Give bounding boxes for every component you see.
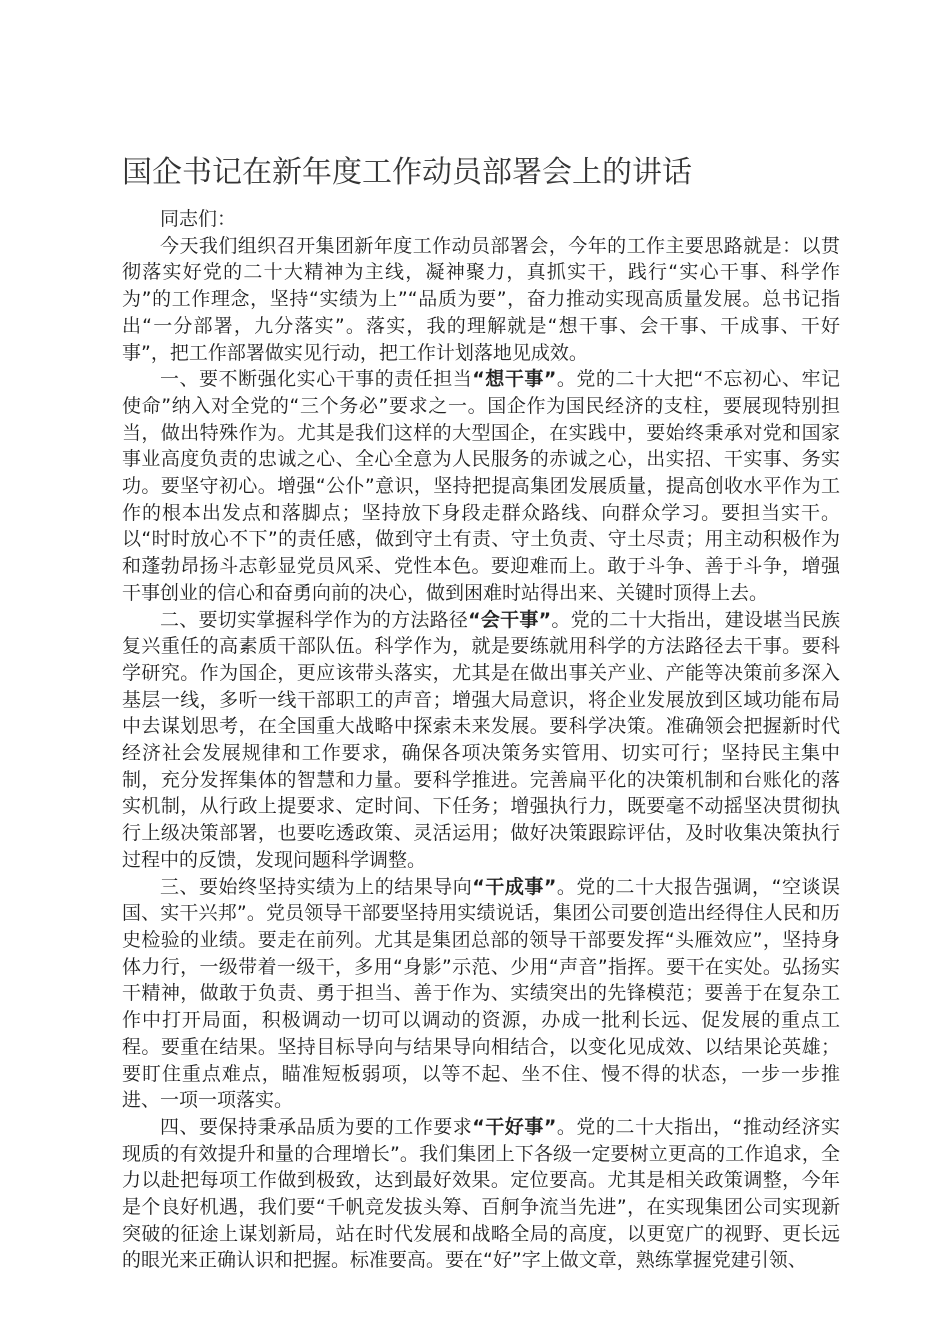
section-keyword: “想干事”: [472, 368, 557, 391]
section-keyword: “干成事”: [472, 875, 557, 898]
paragraph-text: 今天我们组织召开集团新年度工作动员部署会，今年的工作主要思路就是：以贯彻落实好党的二十大精神为主线，凝神聚力，真抓实干，践行“实心干事、科学作为”的工作理念，坚持“实绩为上”“品质为要”，奋力推动实现高质量发展。总书记指出“一分部署，九分落实”。落实，我的理解就是“想干事、会干事、干成事、干好事”，把工作部署做实见行动，把工作计划落地见成效。: [122, 234, 840, 364]
paragraph-section-1: [122, 366, 840, 606]
section-heading-text: 二、要切实掌握科学作为的方法路径: [160, 608, 469, 631]
section-keyword: “干好事”: [472, 1115, 557, 1138]
salutation: 同志们：: [160, 208, 237, 230]
paragraph-text: 。党的二十大把“不忘初心、牢记使命”纳入对全党的“三个务必”要求之一。国企作为国民经济的支柱，要展现特别担当，做出特殊作为。尤其是我们这样的大型国企，在实践中，要始终秉承对党和国家事业高度负责的忠诚之心、全心全意为人民服务的赤诚之心，出实招、干实事、务实功。要坚守初心。增强“公仆”意识，坚持把提高集团发展质量，提高创收水平作为工作的根本出发点和落脚点；坚持放下身段走群众路线、向群众学习。要担当实干。以“时时放心不下”的责任感，做到守土有责、守土负责、守土尽责；用主动积极作为和蓬勃昂扬斗志彰显党员风采、党性本色。要迎难而上。敢于斗争、善于斗争，增强干事创业的信心和奋勇向前的决心，做到困难时站得出来、关键时顶得上去。: [122, 368, 840, 604]
paragraph-text: 。党的二十大指出，“推动经济实现质的有效提升和量的合理增长”。我们集团上下各级一定要树立更高的工作追求，全力以赴把每项工作做到极致，达到最好效果。定位要高。尤其是相关政策调整，今年是个良好机遇，我们要“千帆竞发拔头筹、百舸争流当先进”，在实现集团公司实现新突破的征途上谋划新局，站在时代发展和战略全局的高度，以更宽广的视野、更长远的眼光来正确认识和把握。标准要高。要在“好”字上做文章，熟练掌握党建引领、: [122, 1115, 840, 1272]
section-heading-text: 四、要保持秉承品质为要的工作要求: [160, 1115, 473, 1138]
paragraph-section-4: [122, 1114, 840, 1274]
section-keyword: “会干事”: [468, 608, 552, 631]
section-heading-text: 一、要不断强化实心干事的责任担当: [160, 368, 473, 391]
paragraph-text: 。党的二十大报告强调，“空谈误国、实干兴邦”。党员领导干部要坚持用实绩说话，集团公司要创造出经得住人民和历史检验的业绩。要走在前列。尤其是集团总部的领导干部要发挥“头雁效应”，坚持身体力行，一级带着一级干，多用“身影”示范、少用“声音”指挥。要干在实处。弘扬实干精神，做敢于负责、勇于担当、善于作为、实绩突出的先锋模范；要善于在复杂工作中打开局面，积极调动一切可以调动的资源，办成一批利长远、促发展的重点工程。要重在结果。坚持目标导向与结果导向相结合，以变化见成效、以结果论英雄；要盯住重点难点，瞄准短板弱项，以等不起、坐不住、慢不得的状态，一步一步推进、一项一项落实。: [122, 875, 840, 1112]
paragraph-section-3: [122, 874, 840, 1114]
document-title: 国企书记在新年度工作动员部署会上的讲话: [122, 155, 692, 190]
document-body: [122, 206, 840, 1274]
paragraph-section-2: [122, 607, 840, 874]
paragraph-text: 。党的二十大指出，建设堪当民族复兴重任的高素质干部队伍。科学作为，就是要练就用科学的方法路径去干事。要科学研究。作为国企，更应该带头落实，尤其是在做出事关产业、产能等决策前多深入基层一线，多听一线干部职工的声音；增强大局意识，将企业发展放到区域功能布局中去谋划思考，在全国重大战略中探索未来发展。要科学决策。准确领会把握新时代经济社会发展规律和工作要求，确保各项决策务实管用、切实可行；坚持民主集中制，充分发挥集体的智慧和力量。要科学推进。完善扁平化的决策机制和台账化的落实机制，从行政上提要求、定时间、下任务；增强执行力，既要毫不动摇坚决贯彻执行上级决策部署，也要吃透政策、灵活运用；做好决策跟踪评估，及时收集决策执行过程中的反馈，发现问题科学调整。: [122, 608, 840, 871]
paragraph-intro: [122, 233, 840, 367]
section-heading-text: 三、要始终坚持实绩为上的结果导向: [160, 875, 473, 898]
